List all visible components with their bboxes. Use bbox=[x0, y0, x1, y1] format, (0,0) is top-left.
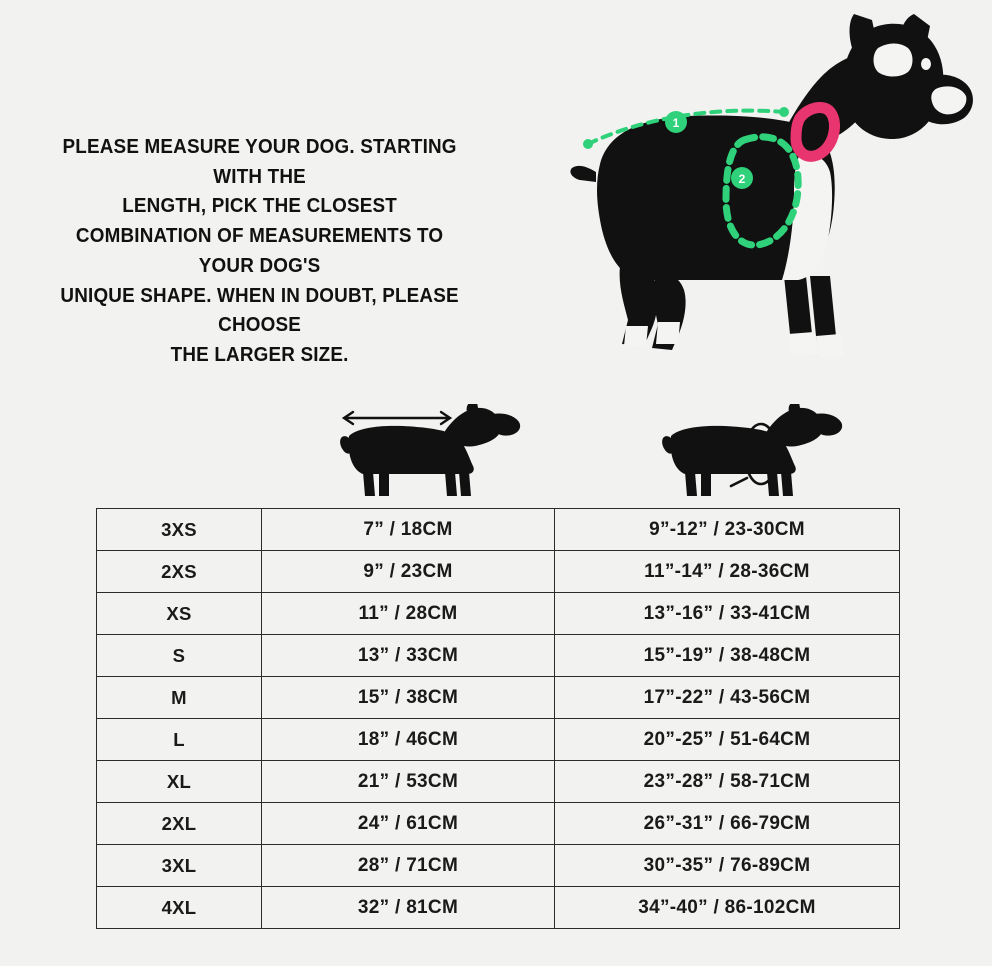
size-chart-table bbox=[96, 508, 900, 929]
size-chart-body bbox=[97, 509, 900, 929]
size-cell: L bbox=[97, 719, 262, 761]
size-cell: XS bbox=[97, 593, 262, 635]
instructions-line-1: PLEASE MEASURE YOUR DOG. STARTING WITH THE bbox=[62, 135, 457, 188]
girth-cell: 11”-14” / 28-36CM bbox=[555, 551, 900, 593]
marker-1-label: 1 bbox=[672, 116, 680, 130]
length-cell: 28” / 71CM bbox=[262, 845, 555, 887]
size-cell: M bbox=[97, 677, 262, 719]
girth-cell: 15”-19” / 38-48CM bbox=[555, 635, 900, 677]
instructions-line-2: LENGTH, PICK THE CLOSEST bbox=[122, 194, 397, 218]
marker-1-badge bbox=[665, 111, 687, 133]
length-cell: 15” / 38CM bbox=[262, 677, 555, 719]
table-row bbox=[97, 719, 900, 761]
table-row bbox=[97, 551, 900, 593]
size-cell: 2XS bbox=[97, 551, 262, 593]
size-cell: XL bbox=[97, 761, 262, 803]
length-cell: 7” / 18CM bbox=[262, 509, 555, 551]
girth-cell: 30”-35” / 76-89CM bbox=[555, 845, 900, 887]
measuring-instructions bbox=[48, 132, 471, 370]
table-row bbox=[97, 677, 900, 719]
girth-cell: 17”-22” / 43-56CM bbox=[555, 677, 900, 719]
girth-cell: 13”-16” / 33-41CM bbox=[555, 593, 900, 635]
girth-cell: 20”-25” / 51-64CM bbox=[555, 719, 900, 761]
girth-cell: 34”-40” / 86-102CM bbox=[555, 887, 900, 929]
dog-side-silhouette bbox=[662, 404, 842, 496]
length-cell: 18” / 46CM bbox=[262, 719, 555, 761]
size-cell: 2XL bbox=[97, 803, 262, 845]
table-row bbox=[97, 761, 900, 803]
size-cell: 4XL bbox=[97, 887, 262, 929]
column-header-icons bbox=[96, 404, 896, 502]
length-cell: 32” / 81CM bbox=[262, 887, 555, 929]
table-row bbox=[97, 887, 900, 929]
table-row bbox=[97, 593, 900, 635]
instructions-line-3: COMBINATION OF MEASUREMENTS TO YOUR DOG'S bbox=[75, 224, 444, 277]
marker-2-label: 2 bbox=[738, 172, 746, 186]
girth-cell: 9”-12” / 23-30CM bbox=[555, 509, 900, 551]
dog-length-measure-icon bbox=[339, 404, 525, 500]
size-cell: S bbox=[97, 635, 262, 677]
dog-silhouette bbox=[570, 14, 973, 354]
table-row bbox=[97, 509, 900, 551]
table-row bbox=[97, 635, 900, 677]
girth-cell: 26”-31” / 66-79CM bbox=[555, 803, 900, 845]
table-row bbox=[97, 803, 900, 845]
length-cell: 11” / 28CM bbox=[262, 593, 555, 635]
instructions-line-5: THE LARGER SIZE. bbox=[170, 343, 349, 367]
length-cell: 13” / 33CM bbox=[262, 635, 555, 677]
table-row bbox=[97, 845, 900, 887]
size-cell: 3XS bbox=[97, 509, 262, 551]
instructions-line-4: UNIQUE SHAPE. WHEN IN DOUBT, PLEASE CHOOSE bbox=[60, 283, 459, 337]
girth-cell: 23”-28” / 58-71CM bbox=[555, 761, 900, 803]
marker-2-badge bbox=[731, 167, 753, 189]
dog-girth-measure-icon bbox=[661, 404, 847, 500]
dog-measurement-illustration bbox=[548, 14, 978, 386]
size-cell: 3XL bbox=[97, 845, 262, 887]
length-cell: 24” / 61CM bbox=[262, 803, 555, 845]
length-cell: 9” / 23CM bbox=[262, 551, 555, 593]
length-cell: 21” / 53CM bbox=[262, 761, 555, 803]
